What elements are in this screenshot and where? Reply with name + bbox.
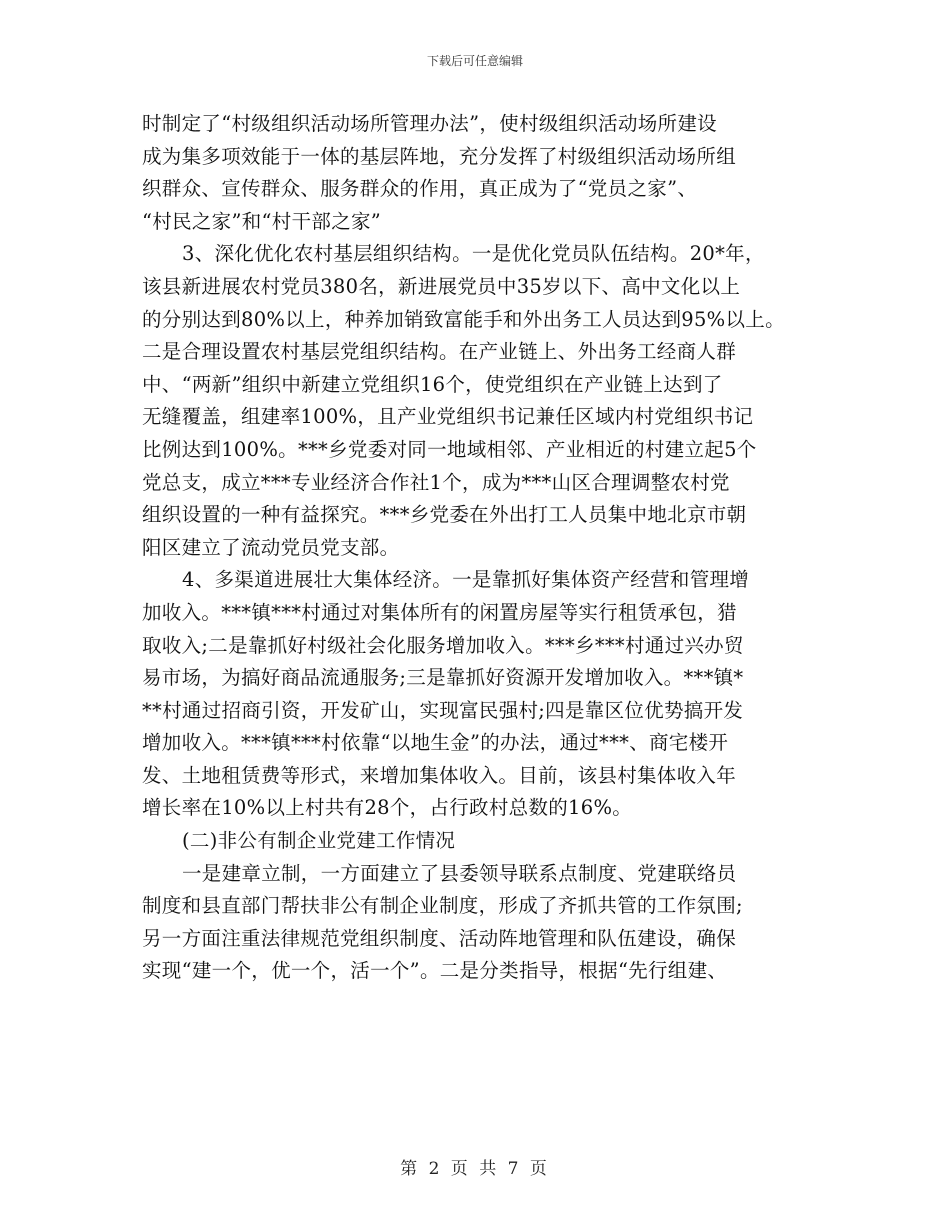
document-body bbox=[142, 108, 814, 988]
text-line: 易市场，为搞好商品流通服务;三是靠抓好资源开发增加收入。***镇* bbox=[142, 666, 744, 690]
page-number: 第 2 页 共 7 页 bbox=[400, 1159, 550, 1179]
text-line: “村民之家”和“村干部之家” bbox=[142, 209, 382, 233]
text-line: 另一方面注重法律规范党组织制度、活动阵地管理和队伍建设，确保 bbox=[142, 926, 737, 950]
text-line: 组织设置的一种有益探究。***乡党委在外出打工人员集中地北京市朝 bbox=[142, 503, 747, 527]
text-line: **村通过招商引资，开发矿山，实现富民强村;四是靠区位优势搞开发 bbox=[142, 698, 744, 722]
text-line: 增加收入。***镇***村依靠“以地生金”的办法，通过***、商宅楼开 bbox=[142, 731, 729, 755]
text-line: 4、多渠道进展壮大集体经济。一是靠抓好集体资产经营和管理增 bbox=[182, 568, 750, 592]
text-line: 时制定了“村级组织活动场所管理办法”，使村级组织活动场所建设 bbox=[142, 112, 717, 135]
text-line: 制度和县直部门帮扶非公有制企业制度，形成了齐抓共管的工作氛围; bbox=[142, 894, 743, 918]
text-line: 成为集多项效能于一体的基层阵地，充分发挥了村级组织活动场所组 bbox=[142, 144, 737, 168]
text-line: 实现“建一个，优一个，活一个”。二是分类指导，根据“先行组建、 bbox=[142, 959, 728, 983]
text-line: 比例达到100%。***乡党委对同一地域相邻、产业相近的村建立起5个 bbox=[142, 437, 757, 461]
text-line: 增长率在10%以上村共有28个，占行政村总数的16%。 bbox=[142, 796, 633, 820]
text-line: 3、深化优化农村基层组织结构。一是优化党员队伍结构。20*年， bbox=[182, 242, 765, 266]
text-line: 发、土地租赁费等形式，来增加集体收入。目前，该县村集体收入年 bbox=[142, 763, 737, 787]
text-line: 阳区建立了流动党员党支部。 bbox=[142, 535, 400, 559]
text-line: 织群众、宣传群众、服务群众的作用，真正成为了“党员之家”、 bbox=[142, 177, 698, 201]
section-heading: (二)非公有制企业党建工作情况 bbox=[182, 829, 456, 853]
text-line: 一是建章立制，一方面建立了县委领导联系点制度、党建联络员 bbox=[182, 861, 737, 885]
text-line: 加收入。***镇***村通过对集体所有的闲置房屋等实行租赁承包，猎 bbox=[142, 600, 737, 624]
text-line: 中、“两新”组织中新建立党组织16个，使党组织在产业链上达到了 bbox=[142, 372, 723, 396]
text-line: 该县新进展农村党员380名，新进展党员中35岁以下、高中文化以上 bbox=[142, 274, 741, 298]
text-line: 党总支，成立***专业经济合作社1个，成为***山区合理调整农村党 bbox=[142, 470, 730, 494]
page-header: 下载后可任意编辑 bbox=[426, 54, 523, 68]
text-line: 无缝覆盖，组建率100%，且产业党组织书记兼任区域内村党组织书记 bbox=[142, 405, 754, 429]
text-line: 二是合理设置农村基层党组织结构。在产业链上、外出务工经商人群 bbox=[142, 340, 737, 364]
text-line: 的分别达到80%以上，种养加销致富能手和外出务工人员达到95%以上。 bbox=[142, 307, 785, 331]
text-line: 取收入;二是靠抓好村级社会化服务增加收入。***乡***村通过兴办贸 bbox=[142, 633, 744, 657]
